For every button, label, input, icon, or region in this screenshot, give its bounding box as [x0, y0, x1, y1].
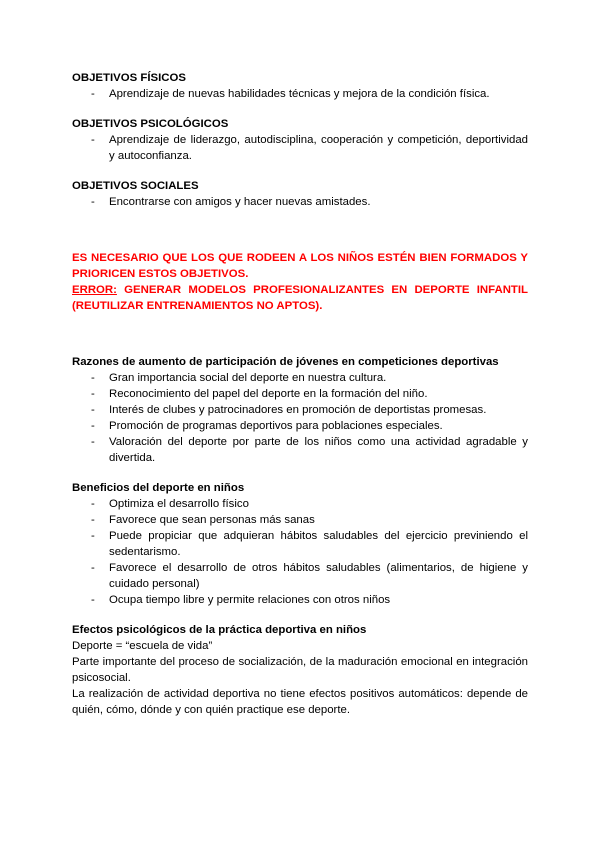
warning-line: ES NECESARIO QUE LOS QUE RODEEN A LOS NIÑOS ESTÉN BIEN FORMADOS Y PRIORICEN ESTOS OBJETIVOS.	[72, 252, 528, 280]
list-item: - Aprendizaje de nuevas habilidades técnicas y mejora de la condición física.	[72, 86, 528, 102]
section-razones	[72, 354, 528, 466]
paragraph: Deporte = “escuela de vida”	[72, 640, 213, 652]
list-item: - Favorece el desarrollo de otros hábitos saludables (alimentarios, de higiene y cuidado personal)	[72, 560, 528, 592]
list-beneficios	[72, 496, 528, 608]
list-item: - Encontrarse con amigos y hacer nuevas amistades.	[72, 194, 528, 210]
list-item: - Interés de clubes y patrocinadores en promoción de deportistas promesas.	[72, 402, 528, 418]
heading-objetivos-psicologicos: OBJETIVOS PSICOLÓGICOS	[72, 118, 229, 130]
list-objetivos-psicologicos	[72, 132, 528, 164]
paragraph: Parte importante del proceso de socialización, de la maduración emocional en integración psicosocial.	[72, 656, 528, 684]
section-objetivos-sociales	[72, 178, 528, 210]
heading-beneficios: Beneficios del deporte en niños	[72, 482, 245, 494]
heading-razones: Razones de aumento de participación de jóvenes en competiciones deportivas	[72, 356, 499, 368]
paragraph: La realización de actividad deportiva no tiene efectos positivos automáticos: depende de quién, cómo, dónde y con quién practique ese deporte.	[72, 688, 528, 716]
list-razones	[72, 370, 528, 466]
heading-objetivos-fisicos: OBJETIVOS FÍSICOS	[72, 72, 186, 84]
list-objetivos-sociales	[72, 194, 528, 210]
section-objetivos-psicologicos	[72, 116, 528, 164]
section-beneficios	[72, 480, 528, 608]
list-objetivos-fisicos	[72, 86, 528, 102]
section-efectos	[72, 622, 528, 718]
list-item: - Valoración del deporte por parte de los niños como una actividad agradable y divertida.	[72, 434, 528, 466]
error-line	[72, 282, 528, 314]
warning-block	[72, 250, 528, 314]
list-item: - Gran importancia social del deporte en nuestra cultura.	[72, 370, 528, 386]
list-item: - Ocupa tiempo libre y permite relaciones con otros niños	[72, 592, 528, 608]
list-item: - Aprendizaje de liderazgo, autodisciplina, cooperación y competición, deportividad y autoconfianza.	[72, 132, 528, 164]
heading-objetivos-sociales: OBJETIVOS SOCIALES	[72, 180, 199, 192]
list-item: - Promoción de programas deportivos para poblaciones especiales.	[72, 418, 528, 434]
error-label: ERROR:	[72, 284, 117, 296]
list-item: - Puede propiciar que adquieran hábitos saludables del ejercicio previniendo el sedentarismo.	[72, 528, 528, 560]
document-page	[72, 70, 528, 718]
section-objetivos-fisicos	[72, 70, 528, 102]
heading-efectos: Efectos psicológicos de la práctica deportiva en niños	[72, 624, 367, 636]
error-text: GENERAR MODELOS PROFESIONALIZANTES EN DEPORTE INFANTIL (REUTILIZAR ENTRENAMIENTOS NO APTOS).	[72, 284, 528, 312]
list-item: - Reconocimiento del papel del deporte en la formación del niño.	[72, 386, 528, 402]
list-item: - Favorece que sean personas más sanas	[72, 512, 528, 528]
list-item: - Optimiza el desarrollo físico	[72, 496, 528, 512]
